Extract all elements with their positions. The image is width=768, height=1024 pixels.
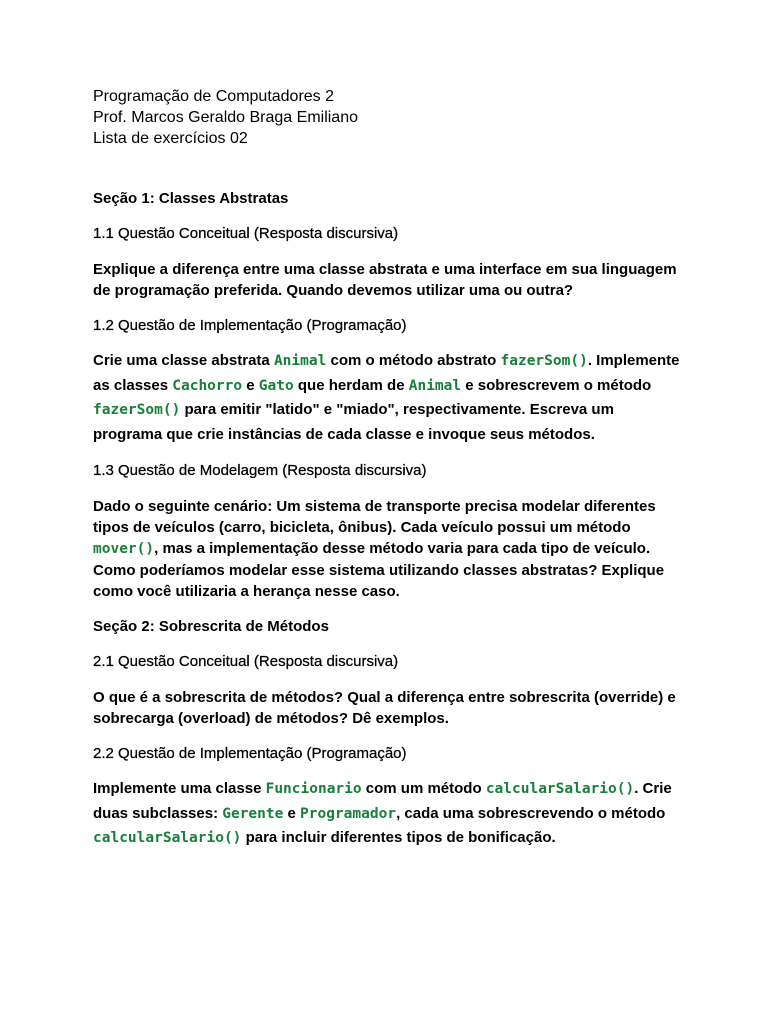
course-name: Programação de Computadores 2 [93,88,335,105]
code-snippet: fazerSom() [500,353,588,369]
code-snippet: Animal [408,377,462,394]
text-span: Implemente uma classe [93,780,266,797]
text-span: para emitir "latido" e "miado", respectivamente. Escreva um programa que crie instâncias de cada classe e invoque seus métodos. [93,401,614,443]
code-snippet: Animal [273,353,327,369]
question-1-1-text: Explique a diferença entre uma classe abstrata e uma interface em sua linguagem de programação preferida. Quando devemos utilizar uma ou outra? [93,261,677,299]
text-span: Crie uma classe abstrata [93,352,274,369]
text-span: com o método abstrato [326,352,501,369]
text-span: , mas a implementação desse método varia para cada tipo de veículo. Como poderíamos modelar esse sistema utilizando classes abstratas? Explique como você utilizaria a herança nesse caso. [93,540,665,600]
question-2-1-title: 2.1 Questão Conceitual (Resposta discursiva) [93,653,399,670]
question-2-1-text: O que é a sobrescrita de métodos? Qual a diferença entre sobrescrita (override) e sobrecarga (overload) de métodos? Dê exemplos. [93,689,676,727]
professor-name: Prof. Marcos Geraldo Braga Emiliano [93,109,358,126]
question-1-3-text [93,496,683,602]
text-span: e sobrescrevem o método [461,376,652,394]
code-snippet: fazerSom() [93,402,181,418]
text-span: com um método [361,780,486,797]
question-1-2-text [93,349,683,446]
code-snippet: Funcionario [265,781,362,797]
text-span: Dado o seguinte cenário: Um sistema de transporte precisa modelar diferentes tipos de veículos (carro, bicicleta, ônibus). Cada veículo possui um método [93,498,656,536]
question-1-2-title: 1.2 Questão de Implementação (Programação) [93,317,407,334]
code-snippet: Gato [258,377,294,394]
text-span: . Crie duas subclasses: [93,780,672,822]
code-snippet: calcularSalario() [485,781,635,797]
code-snippet: Gerente [222,805,284,822]
section-2-title: Seção 2: Sobrescrita de Métodos [93,618,329,635]
text-span: para incluir diferentes tipos de bonificação. [241,829,556,846]
text-span: e [242,376,259,394]
code-snippet: mover() [93,541,155,557]
document-header [93,86,683,149]
section-1-title: Seção 1: Classes Abstratas [93,190,289,207]
document-page [93,86,683,851]
code-snippet: calcularSalario() [93,830,242,846]
question-1-1-title: 1.1 Questão Conceitual (Resposta discursiva) [93,225,399,242]
exercise-list-title: Lista de exercícios 02 [93,130,248,147]
code-snippet: Programador [300,805,397,822]
text-span: e [283,804,301,822]
text-span: . Implemente as classes [93,352,680,394]
text-span: , cada uma sobrescrevendo o método [396,804,666,822]
question-2-2-title: 2.2 Questão de Implementação (Programação) [93,745,407,762]
code-snippet: Cachorro [172,377,243,394]
text-span: que herdam de [293,376,409,394]
question-1-3-title: 1.3 Questão de Modelagem (Resposta discursiva) [93,462,427,479]
question-2-2-text [93,777,683,851]
